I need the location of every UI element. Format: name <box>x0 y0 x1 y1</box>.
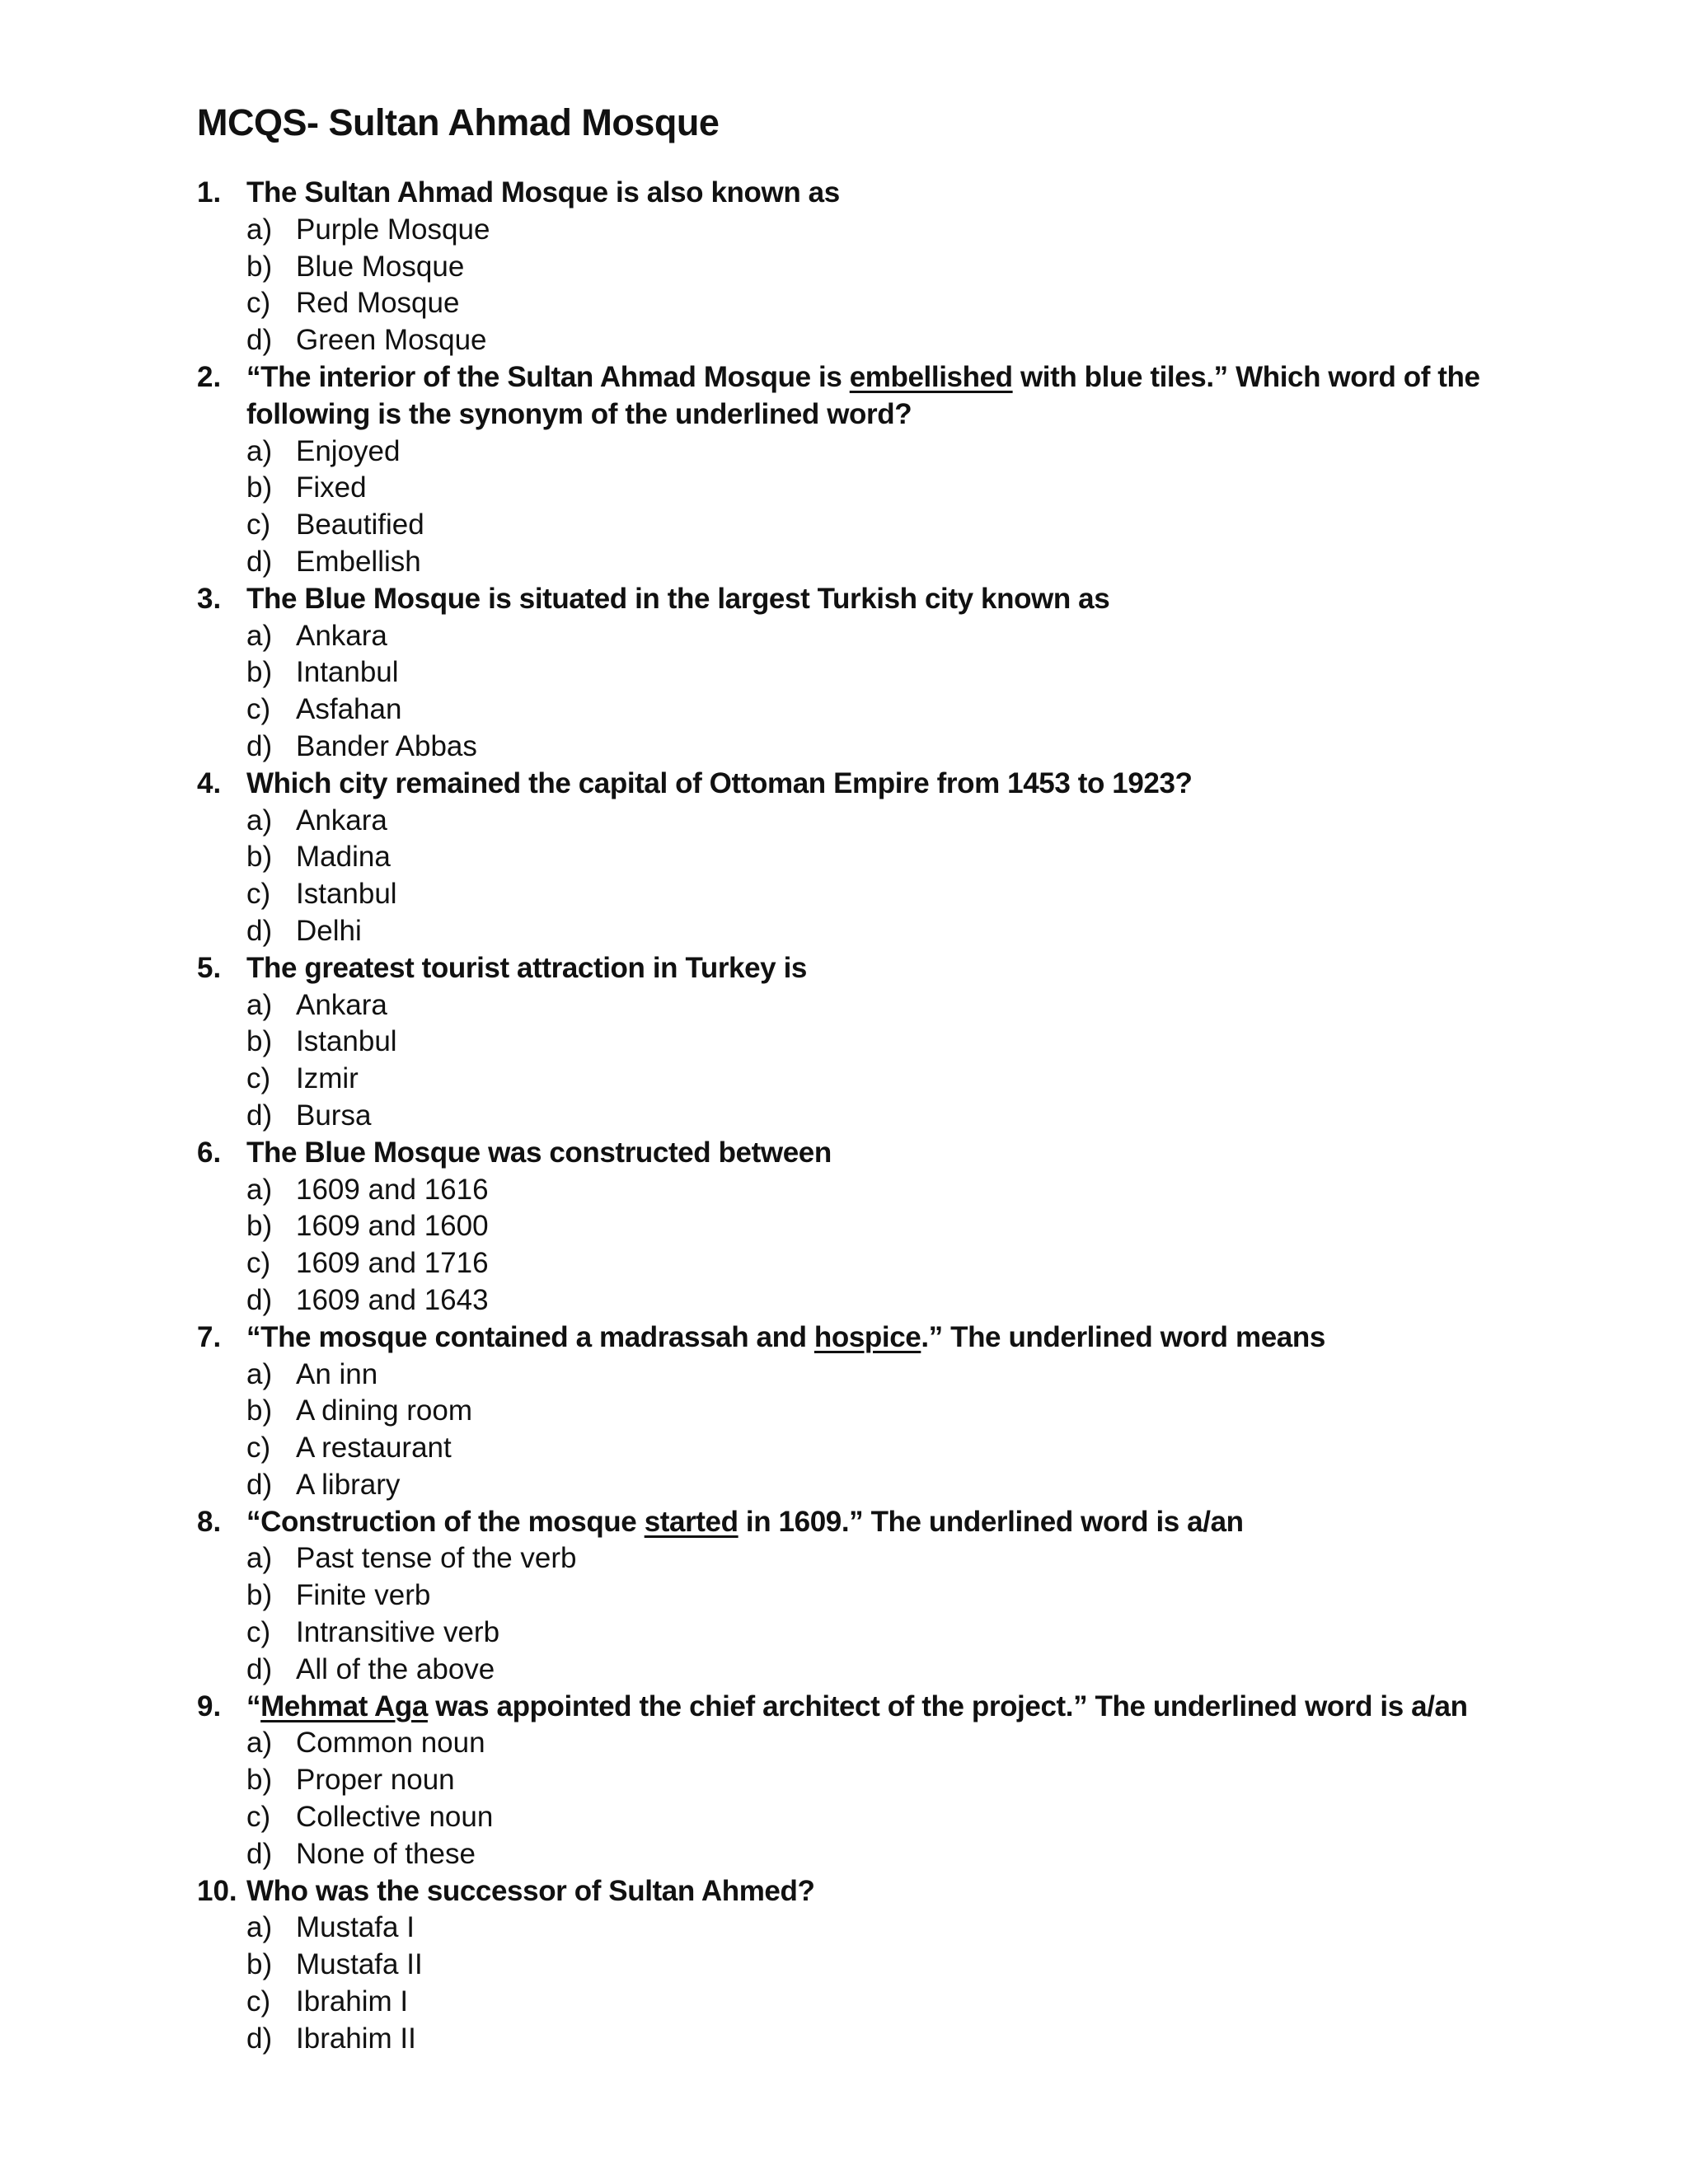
answer-option <box>0 1208 1688 1245</box>
option-letter: d) <box>246 914 273 947</box>
option-text: A dining room <box>296 1394 473 1427</box>
answer-option <box>0 1652 1688 1689</box>
option-letter: d) <box>246 545 273 578</box>
question-number: 2. <box>197 360 222 393</box>
option-text: Istanbul <box>296 1025 397 1058</box>
option-text: Bander Abbas <box>296 729 477 762</box>
question-text-segment: .” The underlined word means <box>921 1320 1325 1353</box>
option-text: A restaurant <box>296 1432 452 1465</box>
answer-option <box>0 1615 1688 1652</box>
question-8 <box>0 1504 1688 1689</box>
underlined-word: Mehmat Aga <box>260 1690 428 1722</box>
option-text: Ibrahim I <box>296 1985 409 2018</box>
option-text: All of the above <box>296 1652 495 1685</box>
answer-options <box>0 1540 1688 1688</box>
answer-option <box>0 544 1688 581</box>
answer-option <box>0 285 1688 322</box>
answer-option <box>0 1172 1688 1209</box>
option-text: Red Mosque <box>296 287 460 320</box>
option-letter: d) <box>246 1837 273 1870</box>
answer-options <box>0 1357 1688 1504</box>
question-1 <box>0 175 1688 359</box>
option-letter: b) <box>246 1579 273 1612</box>
option-text: Bursa <box>296 1099 372 1132</box>
answer-options <box>0 1172 1688 1319</box>
answer-option <box>0 1836 1688 1873</box>
answer-option <box>0 1282 1688 1319</box>
question-number: 10. <box>197 1874 237 1907</box>
answer-option <box>0 507 1688 544</box>
question-number: 7. <box>197 1320 222 1353</box>
question-number: 8. <box>197 1505 222 1538</box>
question-text-segment: The greatest tourist attraction in Turkey is <box>246 951 807 984</box>
option-text: Blue Mosque <box>296 250 465 283</box>
option-text: Fixed <box>296 471 367 504</box>
option-text: Delhi <box>296 914 362 947</box>
option-text: Izmir <box>296 1062 359 1095</box>
answer-option <box>0 618 1688 655</box>
question-number: 9. <box>197 1690 222 1722</box>
question-2 <box>0 359 1688 581</box>
answer-option <box>0 470 1688 507</box>
answer-option <box>0 1947 1688 1984</box>
option-text: 1609 and 1616 <box>296 1173 489 1206</box>
question-text-segment: “ <box>246 1690 261 1722</box>
answer-option <box>0 691 1688 729</box>
answer-option <box>0 839 1688 876</box>
option-letter: b) <box>246 471 273 504</box>
question-text-segment: Who was the successor of Sultan Ahmed? <box>246 1874 815 1907</box>
answer-option <box>0 729 1688 766</box>
question-text-segment: “The interior of the Sultan Ahmad Mosque is <box>246 360 850 393</box>
option-letter: c) <box>246 1062 271 1095</box>
answer-option <box>0 434 1688 471</box>
answer-option <box>0 1540 1688 1577</box>
answer-option <box>0 1984 1688 2021</box>
answer-option <box>0 212 1688 249</box>
question-text <box>246 1873 1483 1910</box>
answer-option <box>0 1467 1688 1504</box>
option-letter: c) <box>246 878 271 911</box>
option-letter: d) <box>246 324 273 357</box>
answer-option <box>0 1024 1688 1061</box>
option-text: Intransitive verb <box>296 1616 500 1649</box>
answer-option <box>0 249 1688 286</box>
option-text: Proper noun <box>296 1764 455 1797</box>
underlined-word: hospice <box>814 1320 921 1353</box>
option-letter: b) <box>246 656 273 689</box>
question-text <box>246 175 1483 212</box>
option-letter: d) <box>246 1283 273 1316</box>
option-text: 1609 and 1600 <box>296 1210 489 1243</box>
answer-option <box>0 322 1688 359</box>
question-number: 6. <box>197 1136 222 1169</box>
question-number: 4. <box>197 766 222 799</box>
option-letter: a) <box>246 1173 273 1206</box>
question-text <box>246 1319 1483 1357</box>
option-letter: d) <box>246 1652 273 1685</box>
option-letter: b) <box>246 1948 273 1981</box>
option-letter: c) <box>246 1801 271 1834</box>
answer-options <box>0 803 1688 950</box>
question-text-segment: was appointed the chief architect of the project.” The underlined word is a/an <box>427 1690 1468 1722</box>
option-text: Collective noun <box>296 1801 494 1834</box>
page-title: MCQS- Sultan Ahmad Mosque <box>197 101 720 143</box>
option-text: Beautified <box>296 509 424 541</box>
option-text: Intanbul <box>296 656 399 689</box>
question-text-segment: with blue tiles.” Which word of the following is the synonym of the underlined word? <box>246 360 1480 430</box>
option-text: Common noun <box>296 1727 485 1760</box>
answer-option <box>0 1393 1688 1430</box>
question-list <box>0 175 1688 2058</box>
option-text: Mustafa I <box>296 1911 415 1944</box>
question-6 <box>0 1135 1688 1319</box>
answer-option <box>0 1725 1688 1762</box>
option-letter: d) <box>246 1468 273 1501</box>
option-letter: b) <box>246 1210 273 1243</box>
option-letter: d) <box>246 1099 273 1132</box>
answer-options <box>0 1725 1688 1872</box>
question-text <box>246 359 1483 434</box>
answer-option <box>0 1762 1688 1799</box>
answer-options <box>0 434 1688 581</box>
answer-option <box>0 1799 1688 1836</box>
answer-option <box>0 2021 1688 2058</box>
option-letter: a) <box>246 1542 273 1575</box>
option-text: Madina <box>296 841 391 874</box>
answer-option <box>0 1098 1688 1135</box>
option-letter: c) <box>246 287 271 320</box>
option-text: None of these <box>296 1837 476 1870</box>
option-text: Asfahan <box>296 693 402 726</box>
question-text-segment: The Blue Mosque is situated in the largest Turkish city known as <box>246 582 1110 615</box>
answer-options <box>0 987 1688 1135</box>
option-text: Ankara <box>296 619 387 652</box>
question-text <box>246 766 1483 803</box>
answer-option <box>0 913 1688 950</box>
option-letter: b) <box>246 1394 273 1427</box>
option-letter: a) <box>246 213 273 246</box>
question-text <box>246 1135 1483 1172</box>
option-text: An inn <box>296 1357 378 1390</box>
question-text-segment: in 1609.” The underlined word is a/an <box>738 1505 1244 1538</box>
question-number: 3. <box>197 582 222 615</box>
option-letter: c) <box>246 509 271 541</box>
question-number: 1. <box>197 176 222 209</box>
option-text: Ibrahim II <box>296 2022 416 2055</box>
option-text: Finite verb <box>296 1579 431 1612</box>
option-letter: a) <box>246 1911 273 1944</box>
answer-option <box>0 1910 1688 1947</box>
answer-options <box>0 1910 1688 2057</box>
question-text <box>246 1504 1483 1541</box>
option-letter: b) <box>246 841 273 874</box>
option-text: Past tense of the verb <box>296 1542 577 1575</box>
answer-option <box>0 876 1688 913</box>
answer-option <box>0 1577 1688 1615</box>
option-letter: d) <box>246 729 273 762</box>
option-letter: d) <box>246 2022 273 2055</box>
option-text: Mustafa II <box>296 1948 423 1981</box>
option-text: Ankara <box>296 988 387 1021</box>
question-text <box>246 950 1483 987</box>
question-number: 5. <box>197 951 222 984</box>
underlined-word: started <box>644 1505 738 1538</box>
question-5 <box>0 950 1688 1135</box>
option-letter: a) <box>246 804 273 837</box>
answer-option <box>0 1357 1688 1394</box>
option-letter: c) <box>246 693 271 726</box>
question-text-segment: “Construction of the mosque <box>246 1505 645 1538</box>
question-text <box>246 581 1483 618</box>
answer-option <box>0 987 1688 1024</box>
option-letter: c) <box>246 1432 271 1465</box>
question-9 <box>0 1689 1688 1873</box>
option-text: Green Mosque <box>296 324 487 357</box>
option-letter: a) <box>246 1727 273 1760</box>
option-letter: b) <box>246 1764 273 1797</box>
option-text: Ankara <box>296 804 387 837</box>
option-text: Purple Mosque <box>296 213 490 246</box>
answer-options <box>0 212 1688 359</box>
option-text: Enjoyed <box>296 434 401 467</box>
option-letter: a) <box>246 1357 273 1390</box>
option-text: Istanbul <box>296 878 397 911</box>
answer-option <box>0 1245 1688 1282</box>
option-text: 1609 and 1716 <box>296 1247 489 1280</box>
question-3 <box>0 581 1688 766</box>
question-7 <box>0 1319 1688 1504</box>
question-text-segment: The Blue Mosque was constructed between <box>246 1136 832 1169</box>
answer-option <box>0 654 1688 691</box>
option-letter: a) <box>246 988 273 1021</box>
underlined-word: embellished <box>849 360 1013 393</box>
option-text: A library <box>296 1468 401 1501</box>
option-letter: c) <box>246 1616 271 1649</box>
answer-options <box>0 618 1688 766</box>
option-letter: a) <box>246 434 273 467</box>
option-letter: c) <box>246 1985 271 2018</box>
option-letter: c) <box>246 1247 271 1280</box>
option-letter: b) <box>246 250 273 283</box>
question-text-segment: The Sultan Ahmad Mosque is also known as <box>246 176 840 209</box>
question-10 <box>0 1873 1688 2058</box>
question-text <box>246 1689 1483 1726</box>
question-4 <box>0 766 1688 950</box>
answer-option <box>0 1061 1688 1098</box>
answer-option <box>0 803 1688 840</box>
answer-option <box>0 1430 1688 1467</box>
option-text: 1609 and 1643 <box>296 1283 489 1316</box>
question-text-segment: Which city remained the capital of Ottoman Empire from 1453 to 1923? <box>246 766 1193 799</box>
question-text-segment: “The mosque contained a madrassah and <box>246 1320 814 1353</box>
option-letter: a) <box>246 619 273 652</box>
option-text: Embellish <box>296 545 421 578</box>
option-letter: b) <box>246 1025 273 1058</box>
